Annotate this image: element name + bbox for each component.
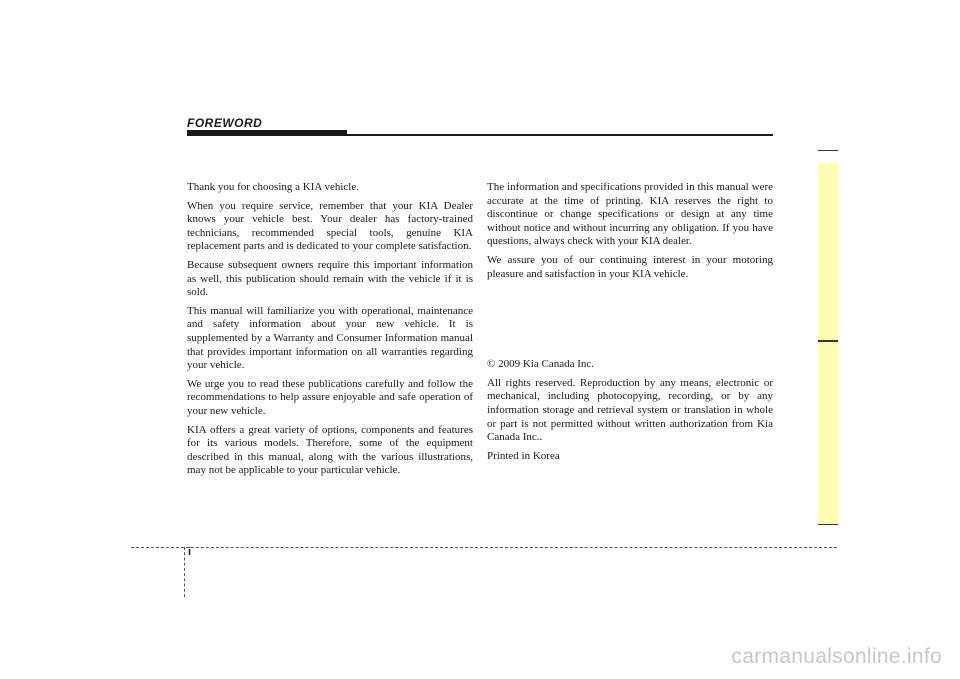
printed-in: Printed in Korea	[487, 449, 560, 462]
crop-line-vertical	[184, 547, 185, 597]
left-column	[187, 181, 473, 483]
paragraph-options: KIA offers a great variety of options, components and features for its various models. Therefore, some of the equipment described in this manual, along with the various illustrations, may not be applicable to your particular vehicle.	[187, 423, 473, 477]
right-column	[487, 181, 773, 468]
header-rule-accent	[187, 130, 347, 135]
paragraph-read-carefully: We urge you to read these publications carefully and follow the recommendations to help assure enjoyable and safe operation of your new vehicle.	[187, 377, 473, 417]
crop-line-horizontal	[131, 547, 837, 548]
paragraph-subsequent-owners: Because subsequent owners require this important information as well, this publication should remain with the vehicle if it is sold.	[187, 258, 473, 299]
watermark: carmanualsonline.info	[731, 645, 942, 668]
side-mark-bottom	[818, 524, 838, 525]
copyright-block	[487, 358, 773, 463]
side-tab	[818, 163, 838, 524]
side-mark-middle	[818, 340, 838, 342]
paragraph-manual-purpose: This manual will familiarize you with operational, maintenance and safety information about your new vehicle. It is supplemented by a Warranty and Consumer Information manual that provides important information on all warranties regarding your vehicle.	[187, 304, 473, 372]
side-mark-top	[818, 150, 838, 151]
copyright-line: © 2009 Kia Canada Inc.	[487, 358, 595, 371]
paragraph-specifications: The information and specifications provided in this manual were accurate at the time of printing. KIA reserves the right to discontinue or change specifications or design at any time without notice and without incurring any obligation. If you have questions, always check with your KIA dealer.	[487, 181, 773, 248]
paragraph-thanks: Thank you for choosing a KIA vehicle.	[187, 181, 359, 193]
section-title: FOREWORD	[187, 116, 263, 130]
rights-reserved: All rights reserved. Reproduction by any means, electronic or mechanical, including photocopying, recording, or by any information storage and retrieval system or translation in whole or part is not permitted without written authorization from Kia Canada Inc..	[487, 376, 773, 444]
paragraph-assurance: We assure you of our continuing interest in your motoring pleasure and satisfaction in your KIA vehicle.	[487, 253, 773, 280]
paragraph-service: When you require service, remember that your KIA Dealer knows your vehicle best. Your dealer has factory-trained technicians, recommended special tools, genuine KIA replacement parts and is dedicated to your complete satisfaction.	[187, 199, 473, 253]
page-number: i	[188, 546, 192, 558]
